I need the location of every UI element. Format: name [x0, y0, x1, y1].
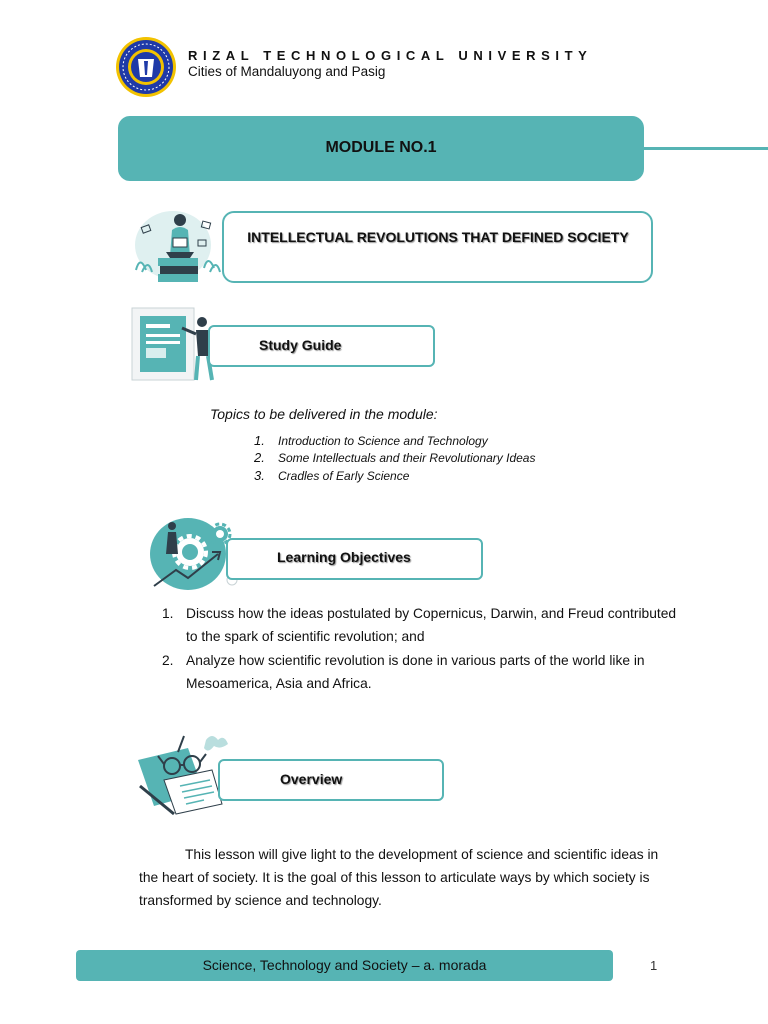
topic-number: 1. — [254, 433, 265, 448]
objective-item — [162, 649, 682, 695]
learning-objectives-heading: Learning Objectives — [277, 549, 411, 565]
topics-intro: Topics to be delivered in the module: — [210, 406, 438, 422]
objective-text: Analyze how scientific revolution is done in various parts of the world like in Mesoamerica, Asia and Africa. — [186, 653, 645, 691]
university-cities: Cities of Mandaluyong and Pasig — [188, 64, 386, 79]
overview-text: This lesson will give light to the development of science and scientific ideas in the heart of society. It is the goal of this lesson to articulate ways by which society is transformed by science and technology. — [139, 847, 659, 908]
page-number: 1 — [650, 958, 658, 973]
objective-item — [162, 602, 682, 648]
topic-item — [254, 450, 535, 465]
topic-text: Some Intellectuals and their Revolutionary Ideas — [278, 451, 536, 465]
university-name: RIZAL TECHNOLOGICAL UNIVERSITY — [188, 48, 593, 63]
objective-number: 1. — [162, 606, 174, 621]
reading-woman-illustration — [128, 200, 228, 285]
university-seal-logo — [114, 35, 178, 99]
topic-item — [254, 433, 488, 448]
topic-text: Introduction to Science and Technology — [278, 434, 488, 448]
study-guide-heading: Study Guide — [259, 337, 342, 353]
overview-paragraph — [139, 843, 679, 912]
presentation-screen-illustration — [130, 304, 220, 386]
objective-text: Discuss how the ideas postulated by Copernicus, Darwin, and Freud contributed to the spark of scientific revolution; and — [186, 606, 677, 644]
topic-item — [254, 468, 409, 483]
topic-number: 2. — [254, 450, 265, 465]
module-banner-line — [644, 147, 768, 150]
lesson-title: INTELLECTUAL REVOLUTIONS THAT DEFINED SOCIETY — [247, 229, 629, 245]
objective-number: 2. — [162, 653, 174, 668]
overview-heading: Overview — [280, 771, 343, 787]
topic-number: 3. — [254, 468, 265, 483]
module-title: MODULE NO.1 — [325, 139, 437, 156]
footer-text: Science, Technology and Society – a. morada — [202, 957, 487, 973]
topic-text: Cradles of Early Science — [278, 469, 410, 483]
